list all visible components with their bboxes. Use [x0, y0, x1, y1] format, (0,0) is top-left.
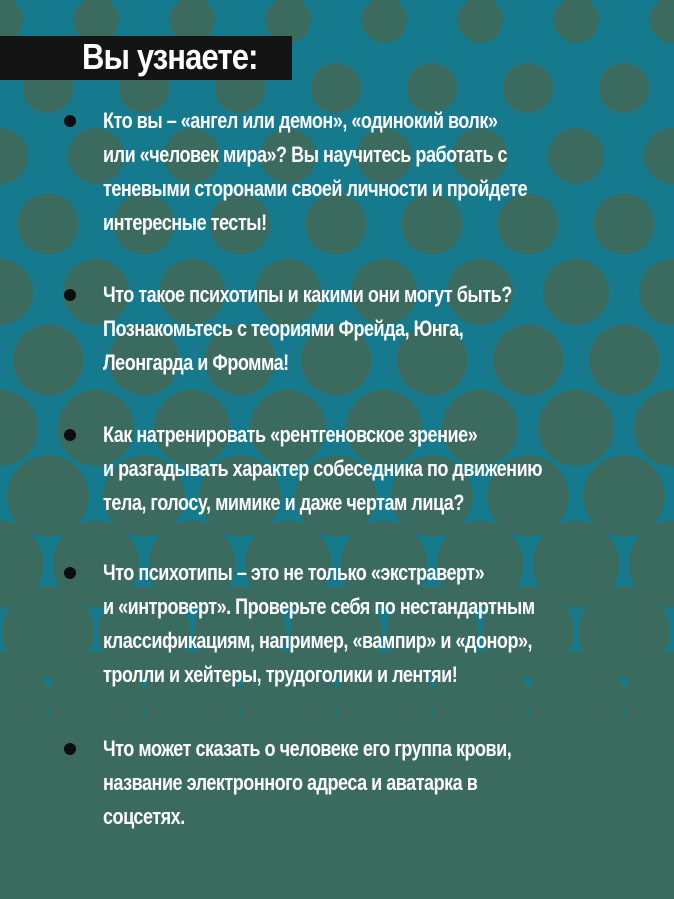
bullet-dot-icon [64, 115, 76, 127]
bullet-text: Что такое психотипы и какими они могут быть? Познакомьтесь с теориями Фрейда, Юнга, Леонгарда и Фромма! [103, 282, 512, 375]
bullet-text: Как натренировать «рентгеновское зрение» и разгадывать характер собеседника по движению тела, голосу, мимике и даже чертам лица? [103, 422, 543, 515]
background-dot [0, 259, 33, 325]
bullet-text: Что может сказать о человеке его группа крови, название электронного адреса и аватарка в соцсетях. [103, 736, 512, 829]
background-dot [649, 0, 674, 43]
background-dot [553, 0, 599, 43]
bullet-text: Что психотипы – это не только «экстраверт» и «интроверт». Проверьте себя по нестандартным классификациям, например, «вампир» и «донор», тролли и хейтеры, трудоголики и лентяи! [103, 560, 535, 687]
background-dot [639, 259, 674, 325]
background-dot [361, 0, 407, 43]
page-title: Вы узнаете: [82, 36, 258, 77]
background-dot [644, 128, 674, 184]
bullet-dot-icon [64, 429, 76, 441]
background-dot [18, 194, 79, 255]
background-dot [0, 390, 38, 466]
background-dot [457, 0, 503, 43]
background-dot [0, 128, 28, 184]
background-dot [12, 324, 83, 395]
background-dot [7, 455, 89, 537]
bullet-dot-icon [64, 743, 76, 755]
bullet-dot-icon [64, 567, 76, 579]
bullet-dot-icon [64, 289, 76, 301]
bullet-text: Кто вы – «ангел или демон», «одинокий волк» или «человек мира»? Вы научитесь работать с теневыми сторонами своей личности и пройдете интересные тесты! [103, 108, 528, 235]
